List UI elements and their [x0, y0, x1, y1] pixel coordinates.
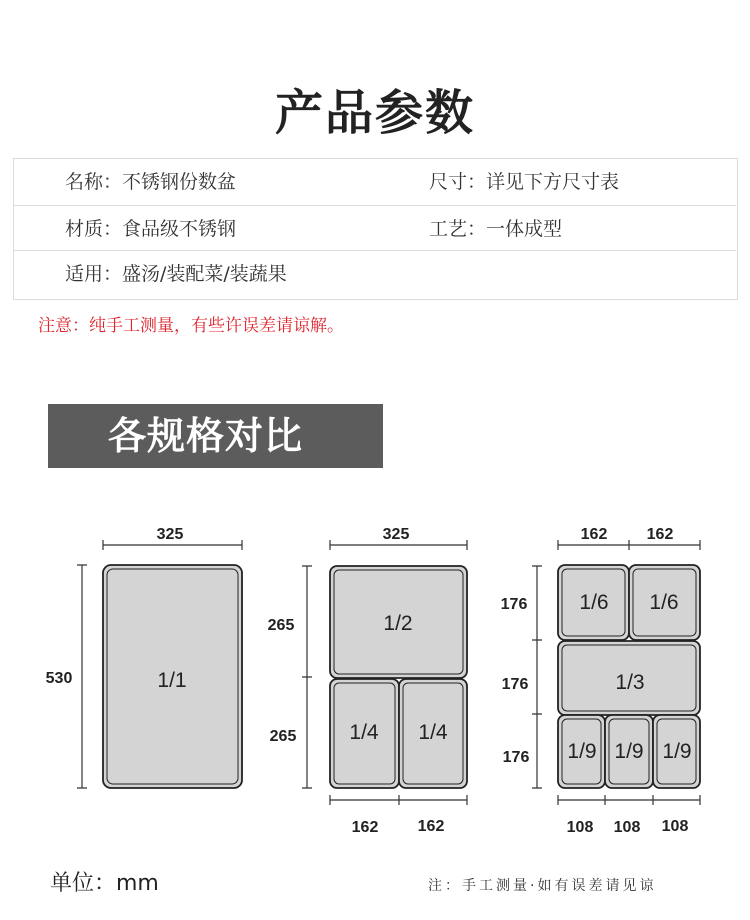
param-name: 名称：不锈钢份数盆	[65, 171, 237, 193]
dimension-label: 176	[502, 749, 530, 766]
dimension-line	[532, 566, 542, 788]
footnote: 注：手工测量·如有误差请见谅	[428, 878, 657, 894]
dimension-label: 265	[269, 728, 297, 745]
unit-label: 单位：mm	[50, 871, 159, 896]
dimension-line	[77, 565, 87, 788]
section-banner-title: 各规格对比	[108, 414, 304, 458]
dimension-label: 108	[566, 819, 594, 836]
dimension-label: 325	[382, 526, 410, 543]
dimension-label: 162	[351, 819, 379, 836]
dimension-label: 265	[267, 617, 295, 634]
dimension-label: 162	[580, 526, 608, 543]
dimension-label: 108	[613, 819, 641, 836]
pan-label-third: 1/3	[615, 671, 645, 694]
pan-label-sixth: 1/6	[579, 591, 609, 614]
dimension-label: 325	[156, 526, 184, 543]
param-size: 尺寸：详见下方尺寸表	[429, 171, 620, 193]
page-title: 产品参数	[274, 85, 475, 141]
dimension-line	[330, 795, 467, 805]
dimension-label: 162	[417, 818, 445, 835]
pan-label-sixth: 1/6	[649, 591, 679, 614]
dimension-line	[558, 795, 700, 805]
dimension-line	[302, 566, 312, 788]
pan-label-half: 1/2	[383, 612, 413, 635]
pan-label-ninth: 1/9	[567, 740, 597, 763]
pan-label-quarter: 1/4	[418, 721, 448, 744]
dimension-label: 108	[661, 818, 689, 835]
pan-label-ninth: 1/9	[614, 740, 644, 763]
param-process: 工艺：一体成型	[429, 218, 563, 240]
pan-label-ninth: 1/9	[662, 740, 692, 763]
param-material: 材质：食品级不锈钢	[65, 218, 237, 240]
param-usage: 适用：盛汤/装配菜/装蔬果	[65, 263, 287, 285]
dimension-label: 176	[501, 676, 529, 693]
dimension-line	[558, 540, 700, 550]
pan-label-quarter: 1/4	[349, 721, 379, 744]
dimension-label: 176	[500, 596, 528, 613]
pan-label-full: 1/1	[157, 669, 187, 692]
dimension-label: 530	[45, 670, 73, 687]
dimension-label: 162	[646, 526, 674, 543]
measurement-note: 注意：纯手工测量，有些许误差请谅解。	[38, 316, 344, 336]
